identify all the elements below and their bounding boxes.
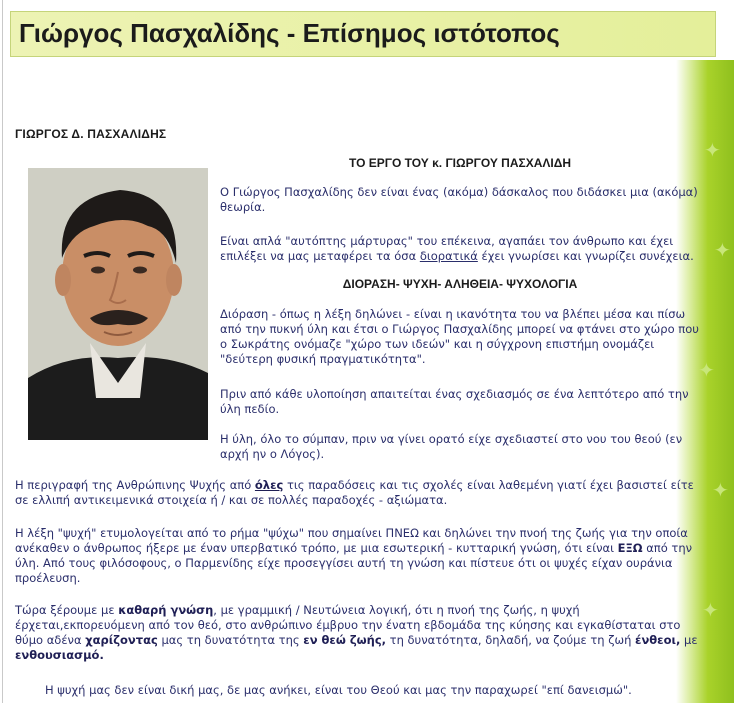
text-run: με <box>680 633 698 647</box>
text-run: έχει γνωρίσει και γνωρίζει συνέχεια. <box>477 249 694 263</box>
work-heading: ΤΟ ΕΡΓΟ ΤΟΥ κ. ΓΙΩΡΓΟΥ ΠΑΣΧΑΛΙΔΗ <box>348 156 572 170</box>
star-icon: ✦ <box>702 598 719 622</box>
emphasis-text: όλες <box>254 478 284 492</box>
text-run: Η περιγραφή της Ανθρώπινης Ψυχής από <box>15 478 255 492</box>
emphasis-text: καθαρή γνώση <box>118 603 214 617</box>
text-run: Τώρα ξέρουμε με <box>15 603 119 617</box>
star-icon: ✦ <box>704 138 721 162</box>
text-run: , με γραμμική / Νευτώνεια λογική, ότι η πνοή της ζωής, η ψυχή έρχεται,εκπορευόμενη από τον θεό, στο ανθρώπινο έμβρυο την ένατη εβδομάδα της κύησης και εγκαθίσταται στο θύμο αδένα <box>15 603 681 647</box>
site-title: Γιώργος Πασχαλίδης - Επίσημος ιστότοπος <box>19 18 560 48</box>
emphasis-text: ένθεοι, <box>635 633 681 647</box>
star-icon: ✦ <box>712 478 729 502</box>
universe-paragraph: Η ύλη, όλο το σύμπαν, πριν να γίνει ορατό είχε σχεδιαστεί στο νου του θεού (εν αρχή ην ο Λόγος). <box>220 432 683 461</box>
clairvoyance-link[interactable]: διορατικά <box>419 249 478 263</box>
clairvoyance-paragraph: Διόραση - όπως η λέξη δηλώνει - είναι η ικανότητα του να βλέπει μέσα και πίσω από την πυκνή ύλη και έτσι ο Γιώργος Πασχαλίδης μπορεί να φτάνει στο χώρο που ο Σωκράτης ονόμαζε "χώρο των ιδεών" και η σύγχρονη επιστήμη ονομάζει "δεύτερη φυσική πραγματικότητα". <box>220 307 699 366</box>
emphasis-text: ενθουσιασμό. <box>15 648 104 662</box>
closing-paragraph: Η ψυχή μας δεν είναι δική μας, δε μας ανήκει, είναι του Θεού και μας την παραχωρεί "επί δανεισμώ". <box>45 683 632 697</box>
text-run: από την ύλη. Από τους φιλόσοφους, ο Παρμενίδης είχε προσεγγίσει αυτή τη γνώση και πίστευε ότι οι ψυχές είχαν ουράνια προέλευση. <box>15 541 693 585</box>
intro-paragraph-2 <box>220 234 700 264</box>
text-run: τις παραδόσεις και τις σχολές είναι λαθεμένη γιατί έχει βασιστεί είτε σε ελλιπή αντικειμενικά στοιχεία ή / και σε πολλές παραδοχές - αξιώματα. <box>15 478 694 507</box>
psyche-etymology-paragraph <box>15 526 705 586</box>
text-run: Είναι απλά "αυτόπτης μάρτυρας" του επέκεινα, αγαπάει τον άνθρωπο και έχει επιλέξει να μας μεταφέρει τα όσα <box>220 234 674 263</box>
intro-paragraph-1: Ο Γιώργος Πασχαλίδης δεν είναι ένας (ακόμα) δάσκαλος που διδάσκει μια (ακόμα) θεωρία. <box>220 185 698 214</box>
soul-description-paragraph <box>15 478 705 508</box>
emphasis-text: εν θεώ ζωής, <box>303 633 386 647</box>
section-sub-heading: ΔΙΟΡΑΣΗ- ΨΥΧΗ- ΑΛΗΘΕΙΑ- ΨΥΧΟΛΟΓΙΑ <box>342 277 578 291</box>
title-bar <box>10 11 716 57</box>
design-paragraph: Πριν από κάθε υλοποίηση απαιτείται ένας σχεδιασμός σε ένα λεπτότερο από την ύλη πεδίο. <box>220 387 689 416</box>
emphasis-text: ΕΞΩ <box>617 541 643 555</box>
page-frame-line <box>2 0 3 703</box>
author-name: ΓΙΩΡΓΟΣ Δ. ΠΑΣΧΑΛΙΔΗΣ <box>15 127 167 141</box>
text-run: Η λέξη "ψυχή" ετυμολογείται από το ρήμα "ψύχω" που σημαίνει ΠΝΕΩ και δηλώνει την πνοή της ζωής για την οποία ανέκαθεν ο άνθρωπος ήξερε με έναν υπερβατικό τρόπο, με μια εσωτερική - κυτταρική γνώση, ότι είναι <box>15 526 688 555</box>
pure-knowledge-paragraph <box>15 603 705 663</box>
text-run: μας τη δυνατότητα της <box>157 633 304 647</box>
star-icon: ✦ <box>714 238 731 262</box>
text-run: τη δυνατότητα, δηλαδή, να ζούμε τη ζωή <box>386 633 636 647</box>
star-icon: ✦ <box>698 358 715 382</box>
author-portrait <box>28 168 208 440</box>
emphasis-text: χαρίζοντας <box>85 633 158 647</box>
